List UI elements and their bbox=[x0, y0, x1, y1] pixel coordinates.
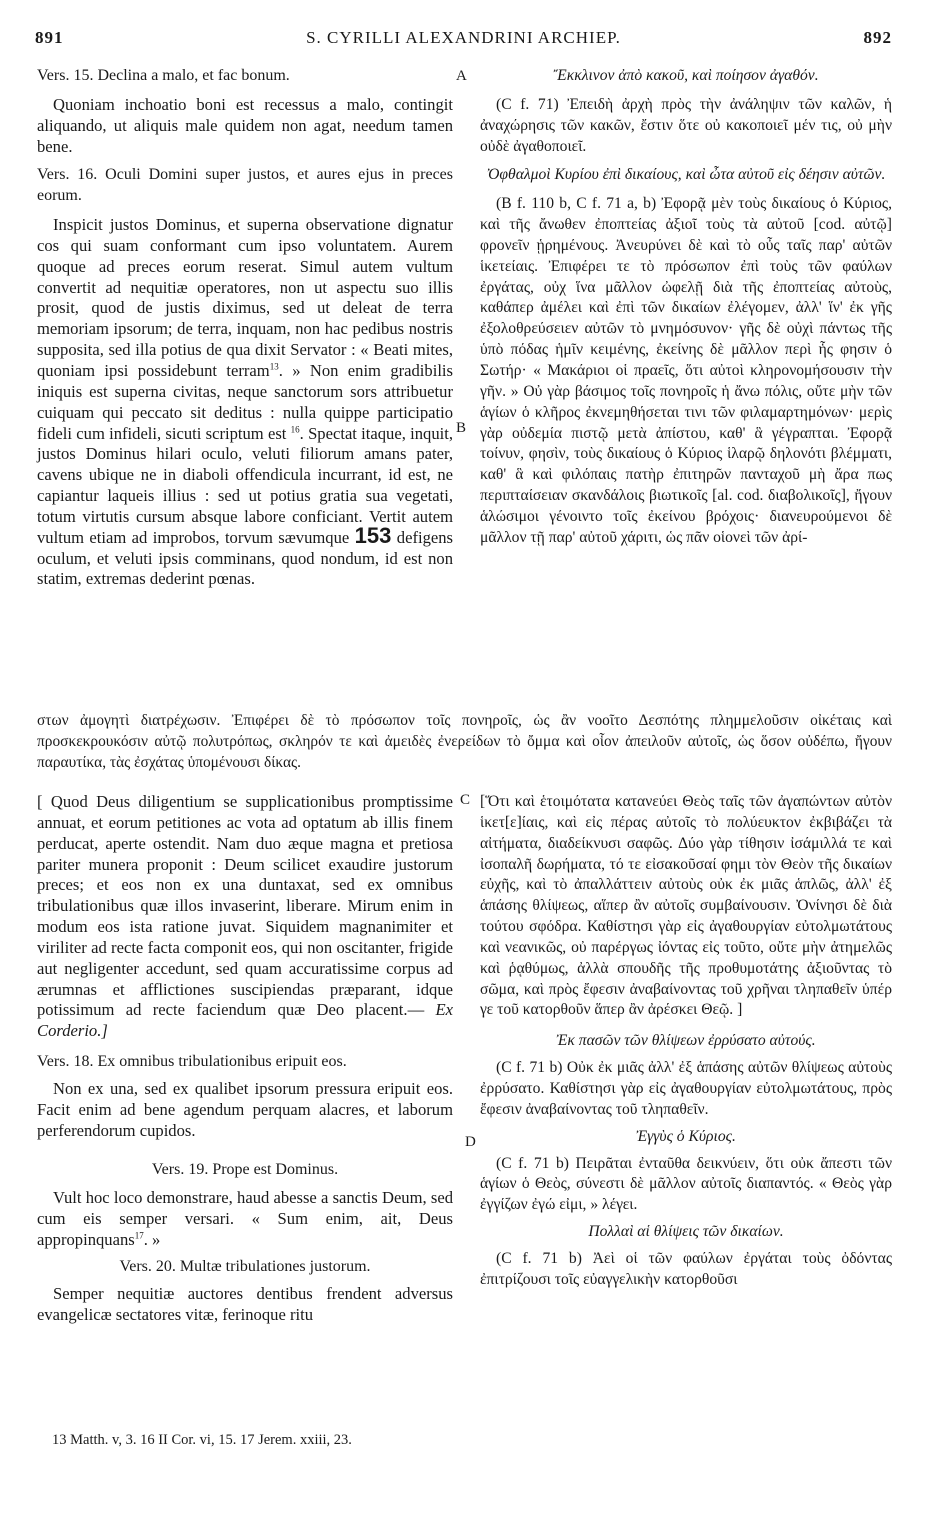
verse-19-text: Vult hoc loco demonstrare, haud abesse a sanctis Deum, sed cum eis semper versari. « Sum enim, ait, Deus appropinquans$^{17}$. » bbox=[37, 1188, 453, 1250]
footnote-ref-13: 13 bbox=[269, 361, 279, 372]
verse-18-heading: Vers. 18. Ex omnibus tribulationibus eripuit eos. bbox=[37, 1053, 347, 1071]
verse-16-text: Inspicit justos Dominus, et superna observatione dignatur cos qui suam conformant cum ipso voluntatem. Aurem quoque ad preces eorum reserat. Simul autem vultum convertit ad nequitiæ operatores, non ut aspectu suo illis prosit, quod de justis diximus, sed ut deleat de terra memoriam ipsorum; de terra, inquam, non hac pedibus nostris supposita, sed illa potius de qua dixit Servator : « Beati mites, quoniam ipsi possidebunt terram$^{13}$. » Non enim gradibilis iniquis est superna civitas, neque sanctorum sors attribuetur cuiquam qui peccato sit deditus : nulla quippe participatio fideli cum infideli, sicuti scriptum est $^{16}$. Spectat itaque, inquit, justos Dominus hilari oculo, veluti filiorum amans pater, cavens ubique ne in diaboli offendicula incurrant, id est, ne capiantur laqueis illius : sed ut potius gratia sua vegetati, totum virtutis cursum absque labore conficiant. Vertit autem vultum etiam ad improbos, torvum sævumque 153 defigens oculum, et veluti ipsis comminans, quod nondum, id est non statim, extremas dederint pœnas. bbox=[37, 215, 454, 589]
page-number-left: 891 bbox=[35, 28, 64, 47]
verse-15-heading: Vers. 15. Declina a malo, et fac bonum. bbox=[37, 67, 290, 84]
greek-verse-16-text: (B f. 110 b, C f. 71 a, b) Ἐφορᾷ μὲν τοὺς δικαίους ὁ Κύριος, καὶ τῆς ἄνωθεν ἐποπτείας ἀξιοῖ τοὺς τὰ αὐτοῦ [cod. αὐτῷ] φρονεῖν ᾑρημένους. Ἀνευρύνει δὲ καὶ τὸ οὖς ταῖς παρ' αὐτῶν ἱκετείαις. Ἐπιφέρει τε τὸ πρόσωπον ἐπὶ τοὺς τῶν φαύλων ἐργάτας, οὐχ ἵνα μᾶλλον ὠφελῇ διὰ τῆς ἐποπτείας αὐτοὺς, καθάπερ ἀμέλει καὶ ἐπὶ τῶν δικαίων ἐλέγομεν, ἀλλ' ἵν' ἐκ γῆς ἐξολοθρεύσειεν αὐτῶν τὸ μνημόσυνον· γῆς δὲ οὐχὶ πάντως τῆς ὑπὸ πόδας ἡμῖν κειμένης, ἐκείνης δὲ μᾶλλον περὶ ἧς φησιν ὁ Σωτήρ· « Μακάριοι οἱ πραεῖς, ὅτι αὐτοὶ κληρονομήσουσιν τὴν γῆν. » Οὐ γὰρ βάσιμος τοῖς πονηροῖς ἡ ἄνω πόλις, οὔτε μὴν τῶν ἁγίων ὁ κλῆρος ἐκνεμηθήσεται τινι τῶν φιλαμαρτημόνων· μερὶς γὰρ οὐδεμία πιστῷ μετὰ ἀπίστου, καθ' ἃ γέγραπται. Ἐφορᾷ τοίνυν, φησὶν, τοὺς δικαίους ὁ Κύριος ἱλαρῷ δηλονότι βλέμματι, καθ' ἃ καὶ φιλόπαις πατὴρ ἐπιτηρῶν πανταχοῦ μὴ ἄρα πως περιπταίσειαν σκανδάλοις βιωτικοῖς [al. cod. διαβολικοῖς], ἤγουν ἁλώσιμοι γένοιντο τοῖς ἐκείνου βρόχοις· διανευρούμενοι δὲ μᾶλλον τῇ παρ' αὐτοῦ χάριτι, ὡς πᾶν οἱονεὶ τῶν ἀρί- bbox=[480, 195, 892, 546]
greek-verse-15-heading: Ἔκκλινον ἀπὸ κακοῦ, καὶ ποίησον ἀγαθόν. bbox=[553, 67, 819, 84]
greek-column-bottom bbox=[480, 792, 892, 1291]
page-header bbox=[35, 28, 892, 54]
verse-16-heading: Vers. 16. Oculi Domini super justos, et aures ejus in preces eorum. bbox=[37, 166, 453, 205]
corderius-greek: [Ὅτι καὶ ἑτοιμότατα κατανεύει Θεὸς ταῖς τῶν ἀγαπώντων αὐτὸν ἱκετ[ε]ίαις, καὶ εἰς πέρας αὐτοῖς τὸ πολύευκτον ἐκβιβάζει τὰ αἰτήματα, διαδείκνυσι σαφῶς. Δύο γὰρ τίθησιν ἰσάμιλλά τε καὶ ἰσοπαλῆ δωρήματα, τό τε εἰσακοῦσαί φημι τὸν Θεὸν τῆς δικαίων εὐχῆς, καὶ τὸ ἀπαλλάττειν αὐτοὺς οὐκ ἐκ μιᾶς ἁπλῶς, ἀλλ' ἐξ ἁπάσης θλίψεως, αἵπερ ἂν αὐτοῖς συμβαίνουσιν. Ὀνίνησι δὲ διὰ τούτου σφόδρα. Καθίστησι γὰρ εἰς ἀγαθουργίαν εὐτολμωτάτους καὶ νεανικῶς, οὐ παρέργως ἰόντας εἰς τοῦτο, οὔτε μὴν ἀτημελῶς καὶ ῥᾳθύμως, ἀλλὰ σπουδῆς τῆς προθυμοτάτης ἀξιοῦντας τὸ σῶμα, καὶ πρὸς ἔφεσιν ἀναβαίνοντας τοῦ χρῆναι τληπαθεῖν ὑπέρ γε τοῦ κατορθοῦν ἅπερ ἂν ἀρέσκει Θεῷ. ] bbox=[480, 793, 892, 1019]
margin-letter-b: B bbox=[456, 420, 467, 436]
latin-column-bottom bbox=[37, 792, 453, 1325]
greek-verse-20-text: (C f. 71 b) Ἀεὶ οἱ τῶν φαύλων ἐργάται τοὺς ὀδόντας ἐπιτρίζουσι τοῖς εὐαγγελικὴν κατορθοῦσι bbox=[480, 1249, 892, 1288]
greek-verse-20-heading: Πολλαὶ αἱ θλίψεις τῶν δικαίων. bbox=[588, 1223, 784, 1241]
footnote-ref-16: 16 bbox=[290, 423, 300, 434]
running-title: S. CYRILLI ALEXANDRINI ARCHIEP. bbox=[306, 28, 621, 47]
greek-full-width-passage: στων ἀμογητὶ διατρέχωσιν. Ἐπιφέρει δὲ τὸ πρόσωπον τοῖς πονηροῖς, ὡς ἂν νοοῖτο Δεσπότης πλημμελοῦσιν οἰκέταις καὶ προσκεκρουκόσιν αὐτῷ πολυτρόπως, σκληρόν τε καὶ ἀμειδὲς ἐνερείδων τὸ ὄμμα καὶ οἷον ἀπειλοῦν αὐτοῖς, ὡς ὅσον οὐδέπω, ἤγουν παραυτίκα, τὰς ἐσχάτας ὑπομένουσι δίκας. bbox=[37, 712, 892, 771]
verse-20-heading: Vers. 20. Multæ tribulationes justorum. bbox=[119, 1257, 371, 1275]
greek-verse-16-heading: Ὀφθαλμοὶ Κυρίου ἐπὶ δικαίους, καὶ ὦτα αὐτοῦ εἰς δέησιν αὐτῶν. bbox=[486, 166, 886, 184]
greek-verse-19-text: (C f. 71 b) Πειρᾶται ἐνταῦθα δεικνύειν, ὅτι οὐκ ἄπεστι τῶν ἁγίων ὁ Θεὸς, σύνεστι δὲ μᾶλλον αὐτοῖς διαπαντός. « Θεὸς γὰρ ἐγγίζων ἐγώ εἰμι, » λέγει. bbox=[480, 1154, 892, 1214]
greek-verse-15-text: (C f. 71) Ἐπειδὴ ἀρχὴ πρὸς τὴν ἀνάληψιν τῶν καλῶν, ἡ ἀναχώρησις τῶν κακῶν, ἔστιν ὅτε οὐ κακοποιεῖ μέν τις, οὐ μὴν οὐδὲ ἀγαθοποιεῖ. bbox=[480, 95, 892, 155]
verse-20-text: Semper nequitiæ auctores dentibus frendent adversus evangelicæ sectatores vitæ, ferinoque ritu bbox=[37, 1283, 453, 1324]
corderius-source: Ex Corderio.] bbox=[37, 1000, 453, 1041]
margin-letter-c: C bbox=[460, 792, 471, 808]
latin-column-top bbox=[37, 66, 453, 590]
column-number: 153 bbox=[354, 522, 392, 548]
footnote-ref-17: 17 bbox=[134, 1230, 144, 1241]
page-number-right: 892 bbox=[863, 28, 892, 47]
verse-18-text: Non ex una, sed ex qualibet ipsorum pressura eripuit eos. Facit enim ad bene agendum perquam alacres, et laborum perferendorum cupidos. bbox=[37, 1078, 453, 1140]
margin-letter-a: A bbox=[456, 68, 467, 84]
greek-verse-18-text: (C f. 71 b) Οὐκ ἐκ μιᾶς ἀλλ' ἐξ ἁπάσης αὐτῶν θλίψεως αὐτοὺς ἐρρύσατο. Καθίστησι γὰρ εἰς ἀγαθουργίαν εὐτολμωτάτους, πρὸς ἔφεσιν ἀναβαίνοντας τοῦ τληπαθεῖν. bbox=[480, 1059, 892, 1118]
greek-verse-19-heading: Ἐγγὺς ὁ Κύριος. bbox=[636, 1127, 736, 1145]
verse-15-text: Quoniam inchoatio boni est recessus a malo, contingit aliquando, ut aliquis male quidem non agat, needum tamen bene. bbox=[37, 94, 453, 156]
corderius-latin: [ Quod Deus diligentium se supplicationibus promptissime annuat, et eorum petitiones ac vota ad optatum ab illis finem perducat, aperte ostendit. Nam duo æque magna et pretiosa pariter munera proponit : Deum scilicet exaudire justorum preces; et eos non ex una duntaxat, sed ex omnibus tribulationibus quæ illos invaserint, liberare. Mirum enim in modum eos ista ratione juvat. Siquidem magnanimiter et viriliter ad recte facta componit eos, qui non oscitanter, frigide aut negligenter accedunt, sed quam accuratissime corpus ad ærumnas et afflictiones suscipiendas præparant, idque potissimum ad recte faciendum quæ Deo placent.— Ex Corderio.] bbox=[37, 792, 453, 1041]
verse-19-heading: Vers. 19. Prope est Dominus. bbox=[151, 1160, 339, 1178]
greek-column-top bbox=[480, 66, 892, 549]
margin-letter-d: D bbox=[465, 1134, 476, 1150]
footnotes: 13 Matth. v, 3. 16 II Cor. vi, 15. 17 Jerem. xxiii, 23. bbox=[52, 1432, 352, 1448]
greek-verse-18-heading: Ἐκ πασῶν τῶν θλίψεων ἐρρύσατο αὐτούς. bbox=[556, 1032, 816, 1050]
